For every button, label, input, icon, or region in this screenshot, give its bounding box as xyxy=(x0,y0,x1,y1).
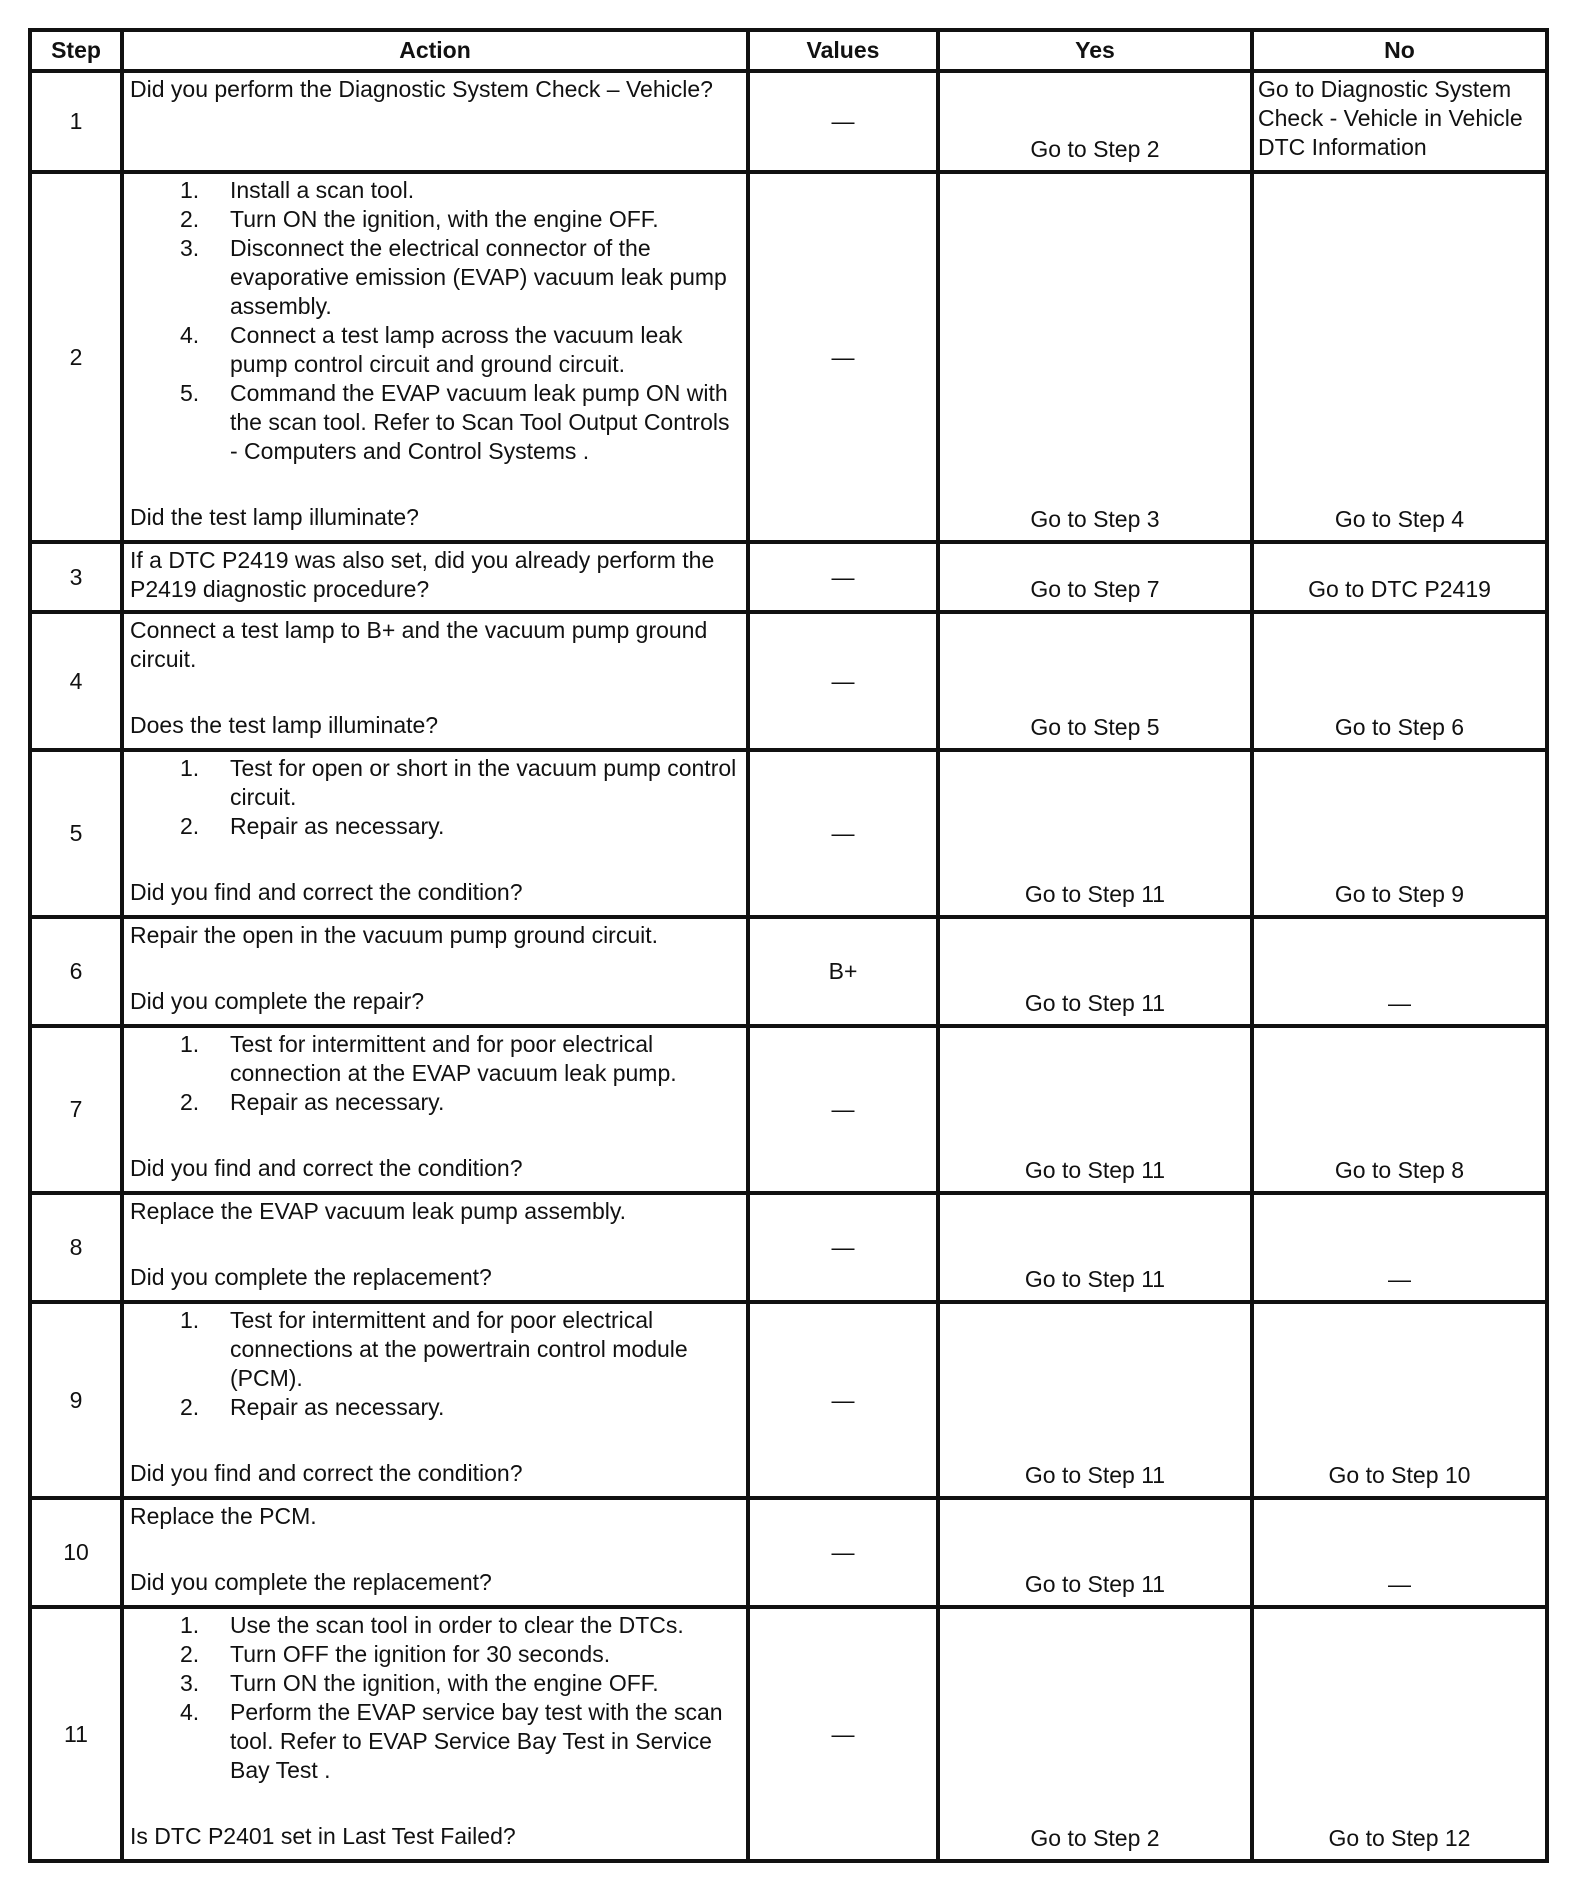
action-text: Replace the EVAP vacuum leak pump assembly. xyxy=(130,1198,627,1224)
yes-cell: Go to Step 7 xyxy=(938,542,1252,612)
action-text: Repair the open in the vacuum pump ground circuit. xyxy=(130,922,659,948)
action-cell xyxy=(122,1302,748,1498)
no-cell: Go to Step 12 xyxy=(1252,1607,1547,1861)
no-cell: Go to Diagnostic System Check - Vehicle in Vehicle DTC Information xyxy=(1252,71,1547,172)
header-no: No xyxy=(1252,30,1547,71)
yes-cell: Go to Step 11 xyxy=(938,917,1252,1026)
yes-cell: Go to Step 11 xyxy=(938,1193,1252,1302)
value-cell: — xyxy=(748,1498,938,1607)
header-yes: Yes xyxy=(938,30,1252,71)
table-row xyxy=(30,1193,1547,1302)
step-number: 10 xyxy=(30,1498,122,1607)
action-question: Did you find and correct the condition? xyxy=(130,1155,523,1181)
list-item: 2. Repair as necessary. xyxy=(180,1089,445,1115)
diagnostic-table-page xyxy=(28,28,1545,1863)
no-cell: Go to Step 10 xyxy=(1252,1302,1547,1498)
table-row xyxy=(30,750,1547,917)
step-number: 9 xyxy=(30,1302,122,1498)
procedure-list xyxy=(130,1306,742,1422)
list-item: 1. Test for intermittent and for poor electrical connection at the EVAP vacuum leak pump. xyxy=(180,1031,677,1086)
no-cell: Go to Step 6 xyxy=(1252,612,1547,750)
table-row xyxy=(30,1607,1547,1861)
header-step: Step xyxy=(30,30,122,71)
table-row xyxy=(30,612,1547,750)
action-question: Is DTC P2401 set in Last Test Failed? xyxy=(130,1823,516,1849)
action-question: Does the test lamp illuminate? xyxy=(130,712,439,738)
procedure-list xyxy=(130,1611,742,1785)
procedure-list xyxy=(130,754,742,841)
yes-cell: Go to Step 11 xyxy=(938,1498,1252,1607)
step-number: 1 xyxy=(30,71,122,172)
action-text: If a DTC P2419 was also set, did you already perform the P2419 diagnostic procedure? xyxy=(130,547,715,602)
yes-cell: Go to Step 11 xyxy=(938,1302,1252,1498)
procedure-list xyxy=(130,176,742,466)
action-cell xyxy=(122,750,748,917)
list-item: 2. Turn OFF the ignition for 30 seconds. xyxy=(180,1641,611,1667)
yes-cell: Go to Step 2 xyxy=(938,71,1252,172)
step-number: 3 xyxy=(30,542,122,612)
action-cell xyxy=(122,1498,748,1607)
step-number: 11 xyxy=(30,1607,122,1861)
list-item: 1. Install a scan tool. xyxy=(180,177,415,203)
action-question: Did you complete the replacement? xyxy=(130,1569,492,1595)
yes-cell: Go to Step 11 xyxy=(938,1026,1252,1193)
action-text: Replace the PCM. xyxy=(130,1503,317,1529)
action-cell xyxy=(122,917,748,1026)
list-item: 5. Command the EVAP vacuum leak pump ON with the scan tool. Refer to Scan Tool Output Controls - Computers and Control Systems . xyxy=(180,380,730,464)
no-cell: Go to Step 9 xyxy=(1252,750,1547,917)
no-cell: Go to DTC P2419 xyxy=(1252,542,1547,612)
value-cell: — xyxy=(748,1193,938,1302)
value-cell: — xyxy=(748,1026,938,1193)
diagnostic-steps-table xyxy=(28,28,1549,1863)
table-row xyxy=(30,1302,1547,1498)
action-text: Connect a test lamp to B+ and the vacuum pump ground circuit. xyxy=(130,617,708,672)
step-number: 8 xyxy=(30,1193,122,1302)
list-item: 1. Use the scan tool in order to clear the DTCs. xyxy=(180,1612,684,1638)
table-row xyxy=(30,542,1547,612)
step-number: 2 xyxy=(30,172,122,542)
value-cell: B+ xyxy=(748,917,938,1026)
table-row xyxy=(30,917,1547,1026)
action-cell xyxy=(122,1193,748,1302)
list-item: 4. Connect a test lamp across the vacuum leak pump control circuit and ground circuit. xyxy=(180,322,683,377)
action-cell xyxy=(122,1607,748,1861)
action-question: Did you find and correct the condition? xyxy=(130,879,523,905)
action-cell xyxy=(122,542,748,612)
action-cell xyxy=(122,612,748,750)
no-cell: — xyxy=(1252,917,1547,1026)
action-question: Did the test lamp illuminate? xyxy=(130,504,419,530)
yes-cell: Go to Step 11 xyxy=(938,750,1252,917)
no-cell: — xyxy=(1252,1193,1547,1302)
value-cell: — xyxy=(748,542,938,612)
value-cell: — xyxy=(748,750,938,917)
table-row xyxy=(30,1026,1547,1193)
no-cell: Go to Step 4 xyxy=(1252,172,1547,542)
list-item: 1. Test for intermittent and for poor electrical connections at the powertrain control module (PCM). xyxy=(180,1307,688,1391)
list-item: 1. Test for open or short in the vacuum pump control circuit. xyxy=(180,755,737,810)
table-row xyxy=(30,172,1547,542)
action-question: Did you complete the replacement? xyxy=(130,1264,492,1290)
step-number: 4 xyxy=(30,612,122,750)
value-cell: — xyxy=(748,172,938,542)
action-text: Did you perform the Diagnostic System Check – Vehicle? xyxy=(130,76,713,102)
list-item: 3. Turn ON the ignition, with the engine OFF. xyxy=(180,1670,659,1696)
step-number: 5 xyxy=(30,750,122,917)
action-cell xyxy=(122,172,748,542)
list-item: 3. Disconnect the electrical connector of the evaporative emission (EVAP) vacuum leak pump assembly. xyxy=(180,235,727,319)
value-cell: — xyxy=(748,71,938,172)
list-item: 4. Perform the EVAP service bay test with the scan tool. Refer to EVAP Service Bay Test in Service Bay Test . xyxy=(180,1699,723,1783)
header-values: Values xyxy=(748,30,938,71)
table-row xyxy=(30,1498,1547,1607)
action-cell xyxy=(122,1026,748,1193)
header-action: Action xyxy=(122,30,748,71)
value-cell: — xyxy=(748,1607,938,1861)
yes-cell: Go to Step 5 xyxy=(938,612,1252,750)
no-cell: — xyxy=(1252,1498,1547,1607)
table-header-row xyxy=(30,30,1547,71)
action-question: Did you find and correct the condition? xyxy=(130,1460,523,1486)
step-number: 6 xyxy=(30,917,122,1026)
value-cell: — xyxy=(748,612,938,750)
list-item: 2. Repair as necessary. xyxy=(180,1394,445,1420)
yes-cell: Go to Step 3 xyxy=(938,172,1252,542)
procedure-list xyxy=(130,1030,742,1117)
list-item: 2. Repair as necessary. xyxy=(180,813,445,839)
action-cell xyxy=(122,71,748,172)
yes-cell: Go to Step 2 xyxy=(938,1607,1252,1861)
step-number: 7 xyxy=(30,1026,122,1193)
action-question: Did you complete the repair? xyxy=(130,988,425,1014)
no-cell: Go to Step 8 xyxy=(1252,1026,1547,1193)
value-cell: — xyxy=(748,1302,938,1498)
list-item: 2. Turn ON the ignition, with the engine OFF. xyxy=(180,206,659,232)
table-row xyxy=(30,71,1547,172)
